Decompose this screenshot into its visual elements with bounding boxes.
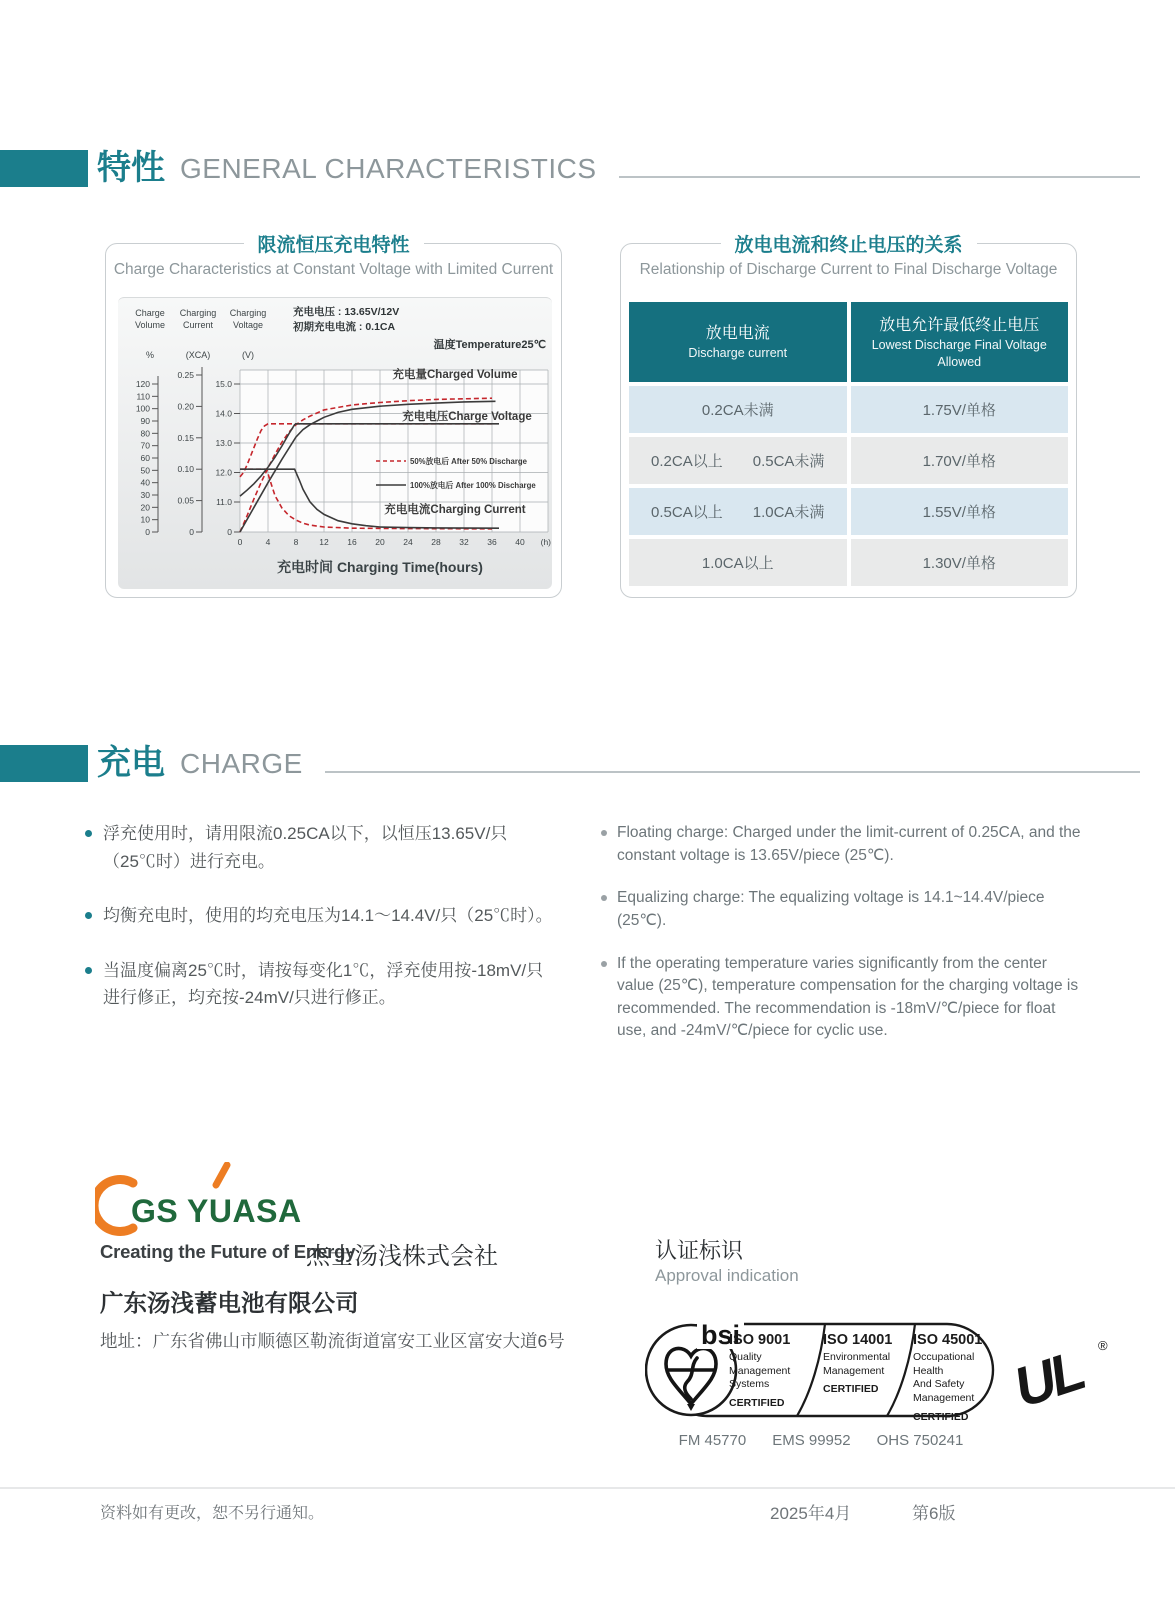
logo-orange-accent [216,1165,227,1185]
svg-text:90: 90 [140,416,150,426]
svg-text:Charge: Charge [135,308,165,318]
table-row-1-voltage: 1.70V/单格 [851,437,1069,484]
svg-text:®: ® [1098,1338,1108,1353]
charge-note-en-text-2: If the operating temperature varies significantly from the center value (25℃), temperature compensation for the charging voltage is recommended. The recommendation is -18mV/℃/piece for float use, and -24mV/℃/piece for cyclic use. [617,954,1079,1040]
table-header-final-voltage [851,302,1069,382]
bullet-icon [601,961,607,967]
section-accent-bar [0,745,88,782]
bullet-icon [85,830,92,837]
table-row-0-current: 0.2CA未满 [629,386,847,433]
panel-subtitle-en: Relationship of Discharge Current to Final Discharge Voltage [639,261,1058,278]
company-tagline: Creating the Future of Energy [100,1241,356,1262]
svg-text:Charging: Charging [229,308,267,318]
svg-text:110: 110 [136,391,150,402]
ul-mark [1010,1336,1110,1410]
footer-edition: 第6版 [912,1504,956,1523]
svg-text:Charging: Charging [179,308,217,318]
discharge-voltage-table [629,302,1068,586]
header-col1-en: Discharge current [688,346,788,361]
cert-desc-line: Management [823,1364,885,1377]
svg-text:13.0: 13.0 [215,438,232,448]
svg-text:12.0: 12.0 [215,467,232,478]
cert-name: ISO 14001 [823,1332,893,1348]
svg-text:(h): (h) [540,537,551,547]
bsi-cert-iso-45001 [913,1332,1005,1423]
charge-note-en-text-0: Floating charge: Charged under the limit-current of 0.25CA, and the constant voltage is 13.65V/piece (25℃). [617,824,1081,864]
svg-text:20: 20 [375,537,385,547]
table-row-3-current: 1.0CA以上 [629,539,847,586]
cert-name: ISO 9001 [729,1332,791,1348]
charge-characteristics-chart [118,298,552,587]
cert-desc-line: Management [913,1391,975,1404]
svg-text:40: 40 [515,537,525,547]
section-title-en: GENERAL CHARACTERISTICS [180,152,597,184]
logo-orange-crescent [95,1180,133,1232]
charge-notes-chinese [85,820,555,1039]
bsi-cert-iso-9001 [729,1332,821,1409]
svg-text:120: 120 [135,379,150,389]
svg-text:14.0: 14.0 [215,408,232,419]
header-col1-zh: 放电电流 [705,324,770,342]
bullet-icon [85,967,92,974]
cert-desc-line: Quality [729,1351,762,1363]
header-col2-en: Lowest Discharge Final Voltage Allowed [871,337,1047,369]
svg-text:0: 0 [145,527,150,537]
charge-characteristics-panel [105,235,562,598]
panel-title-zh: 放电电流和终止电压的关系 [720,230,976,257]
svg-text:0.25: 0.25 [177,370,194,380]
svg-text:30: 30 [140,490,150,500]
bullet-icon [85,912,92,919]
cert-status: CERTIFIED [913,1410,969,1423]
charge-note-zh-text-2: 当温度偏离25℃时，请按每变化1℃，浮充使用按-18mV/只进行修正，均充按-24mV/只进行修正。 [103,960,544,1008]
svg-text:16: 16 [347,537,357,547]
charge-note-en-0 [601,822,1083,867]
bullet-icon [601,830,607,836]
svg-text:0.20: 0.20 [177,401,194,412]
charge-note-en-1 [601,887,1083,932]
cert-desc-line: And Safety [913,1378,965,1391]
svg-text:80: 80 [140,428,150,439]
section-divider-line [619,176,1140,178]
svg-text:(V): (V) [242,350,254,360]
svg-text:(XCA): (XCA) [185,350,211,360]
table-row-3-voltage: 1.30V/单格 [851,539,1069,586]
svg-text:充电电流Charging Current: 充电电流Charging Current [384,504,526,516]
logo-wordmark: GS YUASA [131,1193,302,1229]
footer-date: 2025年4月 [770,1504,852,1523]
cert-code: OHS 750241 [876,1432,964,1449]
svg-text:50%放电后 After 50% Discharge: 50%放电后 After 50% Discharge [410,457,527,466]
charge-note-zh-2 [85,957,555,1012]
svg-text:15.0: 15.0 [215,379,232,389]
svg-text:温度Temperature25℃: 温度Temperature25℃ [433,339,546,351]
svg-text:0: 0 [227,527,232,537]
svg-text:UL: UL [1010,1338,1090,1410]
charge-note-zh-0 [85,820,555,875]
svg-text:11.0: 11.0 [216,497,232,507]
bsi-certification-badge [645,1320,997,1423]
table-row-1-current: 0.2CA以上 0.5CA未满 [629,437,847,484]
approval-title-en: Approval indication [655,1266,799,1285]
svg-text:50: 50 [140,465,150,476]
svg-text:充电电压 : 13.65V/12V: 充电电压 : 13.65V/12V [293,306,400,318]
cert-name: ISO 45001 [913,1332,983,1348]
svg-text:Current: Current [182,320,214,330]
cert-code: EMS 99952 [772,1432,851,1449]
ul-mark-graphic [1010,1336,1110,1410]
section-accent-bar [0,150,88,187]
bullet-icon [601,895,607,901]
charge-note-zh-text-1: 均衡充电时，使用的均充电压为14.1～14.4V/只（25℃时）。 [103,906,553,926]
svg-text:10: 10 [140,514,150,525]
gs-yuasa-logo [95,1162,305,1238]
company-name-chinese: 广东汤浅蓄电池有限公司 [100,1290,359,1316]
svg-text:充电时间 Charging Time(hours): 充电时间 Charging Time(hours) [277,559,483,575]
svg-text:0.15: 0.15 [177,432,194,443]
svg-text:70: 70 [140,440,150,451]
svg-text:32: 32 [459,537,469,547]
footer-disclaimer: 资料如有更改，恕不另行通知。 [100,1505,325,1522]
svg-text:0.10: 0.10 [177,464,194,475]
svg-text:%: % [145,350,155,360]
svg-text:36: 36 [487,537,497,547]
charge-notes-english [601,822,1083,1063]
company-name-japanese: 杰士汤浅株式会社 [306,1243,498,1270]
table-row-2-current: 0.5CA以上 1.0CA未满 [629,488,847,535]
bsi-wordmark: bsi [697,1322,744,1349]
company-address: 地址：广东省佛山市顺德区勒流街道富安工业区富安大道6号 [100,1331,565,1351]
svg-text:100: 100 [135,403,150,414]
svg-text:充电电压Charge Voltage: 充电电压Charge Voltage [402,411,532,423]
charge-note-en-2 [601,953,1083,1044]
section-divider-line [325,771,1140,773]
table-header-discharge-current [629,302,847,382]
bsi-cert-iso-14001 [823,1332,915,1395]
panel-title-zh: 限流恒压充电特性 [243,230,423,257]
svg-text:8: 8 [293,537,299,547]
section-header-general-characteristics [0,150,1175,187]
discharge-voltage-panel [620,235,1077,598]
section-title-en: CHARGE [180,747,303,779]
svg-text:24: 24 [403,537,413,547]
svg-text:100%放电后 After 100% Discharge: 100%放电后 After 100% Discharge [410,481,536,490]
table-row-0-voltage: 1.75V/单格 [851,386,1069,433]
certification-codes [645,1432,997,1449]
svg-text:0.05: 0.05 [177,495,194,506]
svg-text:Voltage: Voltage [232,320,264,330]
cert-desc-line: Systems [729,1378,770,1391]
charge-note-zh-text-0: 浮充使用时，请用限流0.25CA以下，以恒压13.65V/只（25℃时）进行充电。 [103,824,508,871]
cert-desc-line: Environmental [823,1351,891,1363]
cert-status: CERTIFIED [823,1383,879,1396]
charge-note-zh-1 [85,902,555,930]
svg-text:Volume: Volume [134,320,166,330]
svg-text:60: 60 [140,453,150,463]
section-header-charge [0,745,1175,782]
section-title-zh: 充电 [97,744,165,782]
panel-subtitle-en: Charge Characteristics at Constant Voltage with Limited Current [113,261,554,278]
footer-divider [0,1487,1175,1489]
svg-text:28: 28 [431,537,441,547]
approval-title-zh: 认证标识 [655,1238,744,1263]
cert-status: CERTIFIED [729,1396,785,1409]
svg-text:40: 40 [140,477,150,488]
charge-note-en-text-1: Equalizing charge: The equalizing voltage is 14.1~14.4V/piece (25℃). [617,889,1045,929]
cert-code: FM 45770 [678,1432,747,1449]
svg-text:4: 4 [265,537,271,547]
svg-text:20: 20 [140,502,150,513]
charge-chart-area [118,297,552,589]
table-row-2-voltage: 1.55V/单格 [851,488,1069,535]
svg-text:初期充电电流 : 0.1CA: 初期充电电流 : 0.1CA [293,321,396,333]
svg-text:0: 0 [237,537,243,547]
cert-desc-line: Occupational Health [913,1351,975,1377]
svg-text:0: 0 [189,527,194,537]
svg-text:充电量Charged Volume: 充电量Charged Volume [392,369,518,381]
header-col2-zh: 放电允许最低终止电压 [879,316,1040,334]
cert-desc-line: Management [729,1364,791,1377]
section-title-zh: 特性 [97,149,165,187]
svg-text:12: 12 [319,537,329,547]
